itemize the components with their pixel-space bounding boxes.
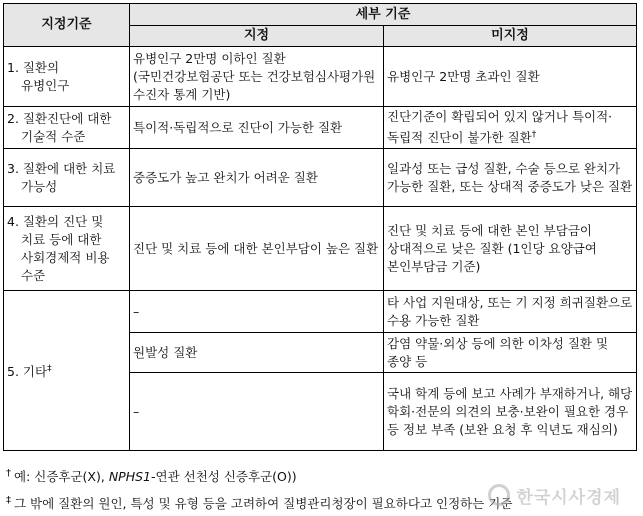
designated-cell: 중증도가 높고 완치가 어려운 질환 <box>130 149 384 207</box>
designated-cell: – <box>130 373 384 451</box>
designated-cell: 특이적·독립적으로 진단이 가능한 질환 <box>130 107 384 149</box>
watermark: 한국시사경제 <box>488 483 621 508</box>
criteria-cell: 1. 질환의 유병인구 <box>4 47 130 107</box>
footnote-2: ‡ 그 밖에 질환의 원인, 특성 및 유형 등을 고려하여 질병관리청장이 필요하다고 인정하는 기준 <box>6 495 513 512</box>
header-criteria: 지정기준 <box>4 4 130 47</box>
non-designated-cell: 일과성 또는 급성 질환, 수술 등으로 완치가 가능한 질환, 또는 상대적 중증도가 낮은 질환 <box>384 149 637 207</box>
header-non-designated: 미지정 <box>384 26 637 47</box>
criteria-table <box>3 3 637 451</box>
dagger-mark: † <box>531 130 537 140</box>
designated-cell: – <box>130 291 384 333</box>
designated-cell: 유병인구 2만명 이하인 질환 (국민건강보험공단 또는 건강보험심사평가원 수진자 통계 기반) <box>130 47 384 107</box>
table-row <box>4 207 637 291</box>
non-designated-cell: 국내 학계 등에 보고 사례가 부재하거나, 해당 학회·전문의 의견의 보충·보완이 필요한 경우 등 정보 부족 (보완 요청 후 익년도 재심의) <box>384 373 637 451</box>
table-row <box>4 149 637 207</box>
header-detail: 세부 기준 <box>130 4 637 26</box>
non-designated-cell: 감염 약물·외상 등에 의한 이차성 질환 및 종양 등 <box>384 333 637 373</box>
non-designated-cell: 진단 및 치료 등에 대한 본인 부담금이 상대적으로 낮은 질환 (1인당 요양급여 본인부담금 기준) <box>384 207 637 291</box>
criteria-cell: 4. 질환의 진단 및 치료 등에 대한 사회경제적 비용 수준 <box>4 207 130 291</box>
designated-cell: 진단 및 치료 등에 대한 본인부담이 높은 질환 <box>130 207 384 291</box>
header-designated: 지정 <box>130 26 384 47</box>
double-dagger-mark: ‡ <box>47 364 52 375</box>
criteria-cell-other: 5. 기타‡ <box>4 291 130 451</box>
table-row <box>4 291 637 333</box>
criteria-cell: 2. 질환진단에 대한 기술적 수준 <box>4 107 130 149</box>
non-designated-cell: 타 사업 지원대상, 또는 기 지정 희귀질환으로 수용 가능한 질환 <box>384 291 637 333</box>
non-designated-cell: 진단기준이 확립되어 있지 않거나 특이적·독립적 진단이 불가한 질환† <box>384 107 637 149</box>
footnote-1: † 예: 신증후군(X), NPHS1-연관 선천성 신증후군(O)) <box>6 468 297 485</box>
watermark-logo-icon <box>488 484 510 506</box>
table-row <box>4 107 637 149</box>
table-row <box>4 47 637 107</box>
non-designated-cell: 유병인구 2만명 초과인 질환 <box>384 47 637 107</box>
criteria-cell: 3. 질환에 대한 치료 가능성 <box>4 149 130 207</box>
designated-cell: 원발성 질환 <box>130 333 384 373</box>
